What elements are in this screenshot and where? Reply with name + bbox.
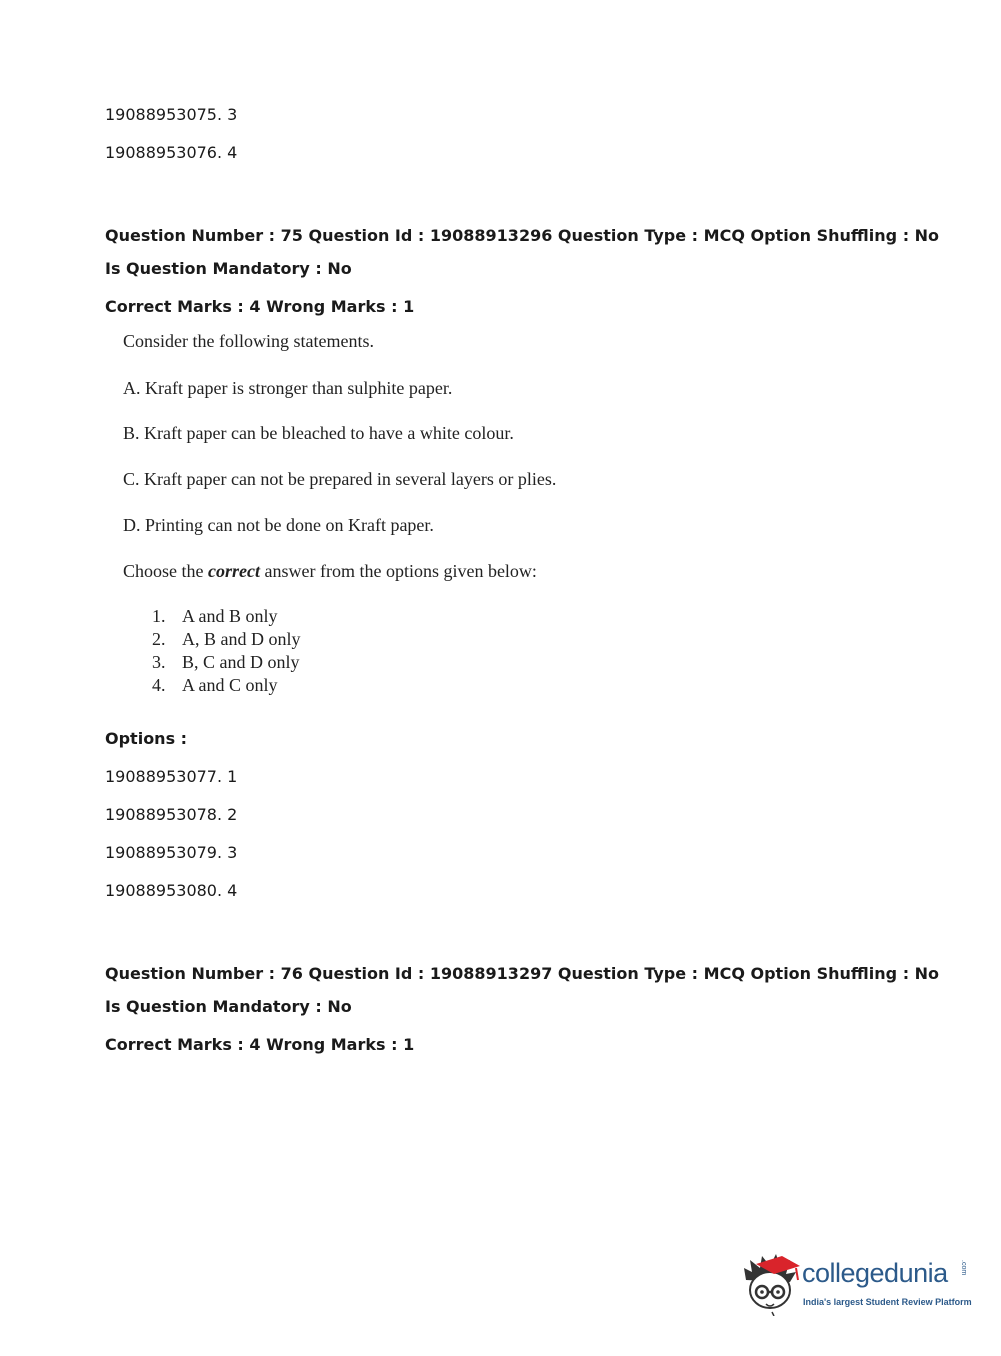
answer-item: 2. A, B and D only — [152, 629, 301, 649]
question-intro: Consider the following statements. — [123, 331, 374, 351]
statement-a: A. Kraft paper is stronger than sulphite paper. — [123, 378, 453, 398]
question-header: Question Number : 76 Question Id : 19088913297 Question Type : MCQ Option Shuffling : No — [105, 964, 940, 983]
choose-pre: Choose the — [123, 561, 208, 581]
answer-item: 4. A and C only — [152, 675, 278, 695]
answer-item: 3. B, C and D only — [152, 652, 300, 672]
question-header: Question Number : 75 Question Id : 19088913296 Question Type : MCQ Option Shuffling : No — [105, 226, 940, 245]
collegedunia-logo — [742, 1250, 972, 1316]
answer-list — [152, 605, 301, 697]
options-label: Options : — [105, 729, 188, 748]
option-line: 19088953079. 3 — [105, 843, 238, 862]
answer-item: 1. A and B only — [152, 606, 278, 626]
question-marks: Correct Marks : 4 Wrong Marks : 1 — [105, 297, 415, 316]
option-line: 19088953075. 3 — [105, 105, 238, 124]
statement-b: B. Kraft paper can be bleached to have a white colour. — [123, 423, 514, 443]
statement-c: C. Kraft paper can not be prepared in several layers or plies. — [123, 469, 557, 489]
choose-emphasis: correct — [208, 561, 260, 581]
option-line: 19088953076. 4 — [105, 143, 238, 162]
mascot-icon — [742, 1250, 802, 1316]
question-marks: Correct Marks : 4 Wrong Marks : 1 — [105, 1035, 415, 1054]
logo-tagline: India's largest Student Review Platform — [803, 1297, 972, 1307]
choose-instruction — [123, 560, 537, 582]
option-line: 19088953078. 2 — [105, 805, 238, 824]
choose-post: answer from the options given below: — [259, 561, 537, 581]
option-line: 19088953080. 4 — [105, 881, 238, 900]
logo-dotcom: .com — [960, 1260, 967, 1276]
statement-d: D. Printing can not be done on Kraft paper. — [123, 515, 434, 535]
logo-wordmark: collegedunia — [802, 1258, 948, 1288]
question-mandatory: Is Question Mandatory : No — [105, 259, 352, 278]
question-mandatory: Is Question Mandatory : No — [105, 997, 352, 1016]
option-line: 19088953077. 1 — [105, 767, 238, 786]
